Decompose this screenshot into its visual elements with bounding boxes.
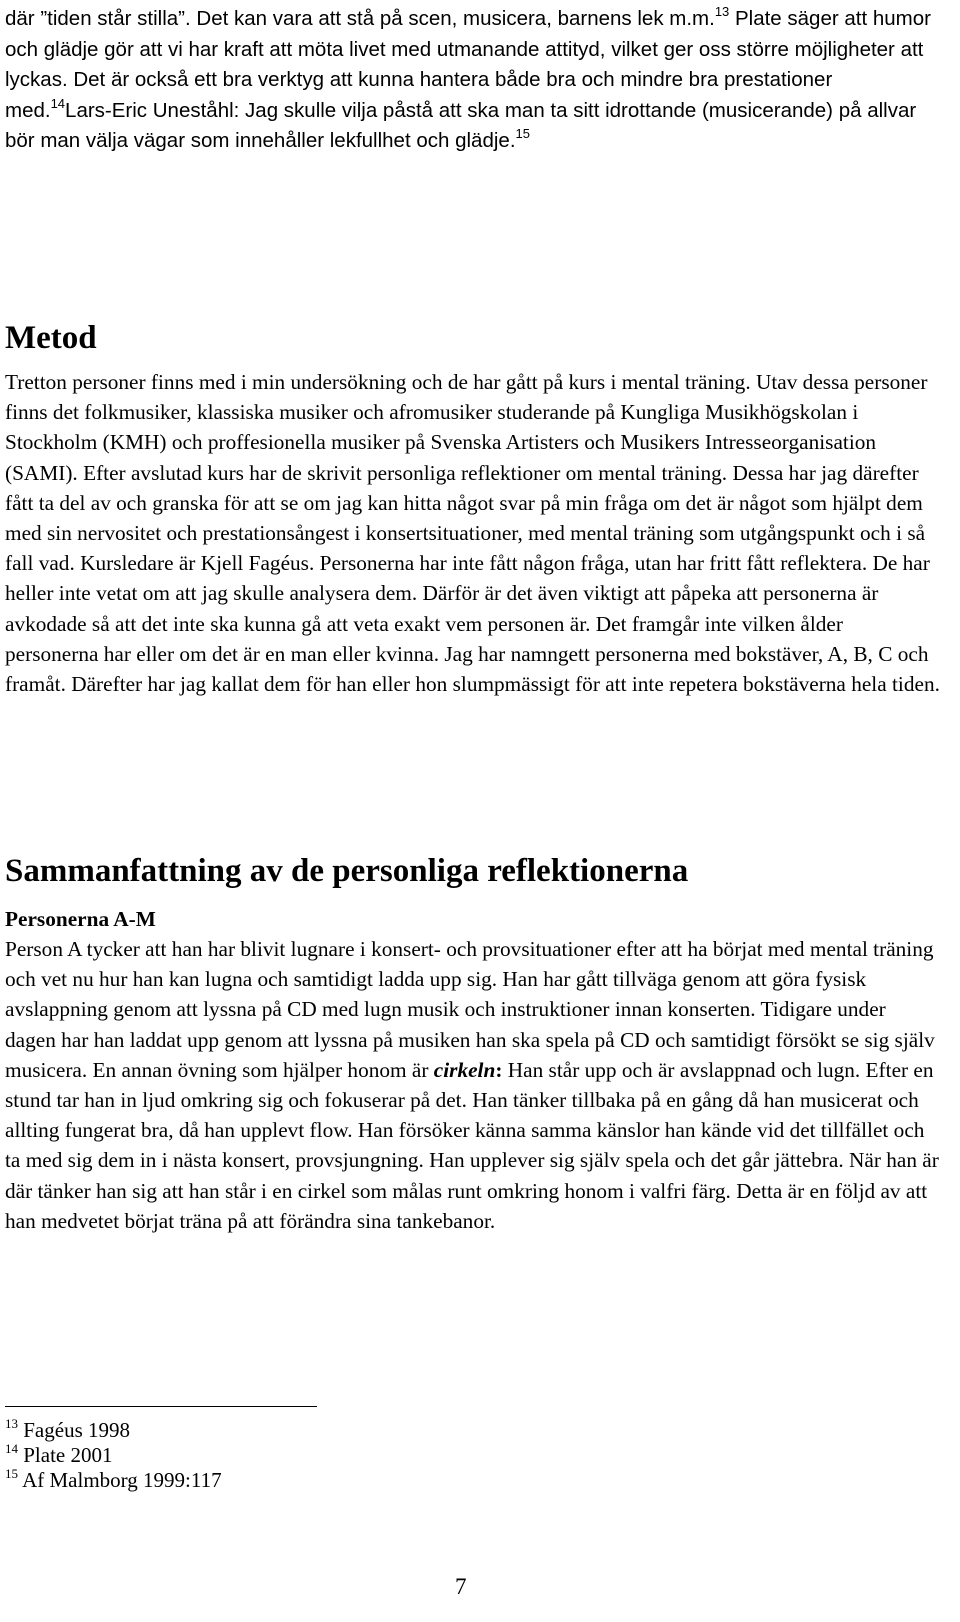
footnote-number: 14 bbox=[5, 1441, 18, 1456]
footnotes bbox=[5, 1418, 222, 1493]
footnote-number: 13 bbox=[5, 1416, 18, 1431]
emphasis-colon: : bbox=[495, 1057, 503, 1082]
footnote-separator bbox=[5, 1406, 317, 1407]
footnote-text: Plate 2001 bbox=[23, 1443, 113, 1467]
footnote-text: Af Malmborg 1999:117 bbox=[22, 1468, 222, 1492]
intro-text-2: Plate säger att humor och glädje gör att vi har kraft att möta livet med utmanande attityd, vilket ger oss större möjligheter att lyckas. Det är också ett bra verktyg att kunna hantera både bra och mindre bra prestationer med. bbox=[5, 7, 931, 122]
intro-text-3: Lars-Eric Uneståhl: Jag skulle vilja påstå att ska man ta sitt idrottande (musicerande) på allvar bör man välja vägar som innehåller lekfullhet och glädje. bbox=[5, 98, 917, 152]
intro-paragraph bbox=[5, 4, 940, 157]
footnote-ref-15[interactable]: 15 bbox=[515, 126, 530, 142]
section-heading-summary: Sammanfattning av de personliga reflektionerna bbox=[5, 853, 689, 889]
page-number: 7 bbox=[455, 1574, 467, 1599]
footnote-text: Fagéus 1998 bbox=[23, 1418, 130, 1442]
footnote-15 bbox=[5, 1468, 222, 1493]
footnote-ref-13[interactable]: 13 bbox=[714, 4, 730, 20]
footnote-13 bbox=[5, 1418, 222, 1443]
summary-text-1: Person A tycker att han har blivit lugnare i konsert- och provsituationer efter att ha börjat med mental träning och vet nu hur han kan lugna och samtidigt ladda upp sig. Han har gått tillväga genom att göra fysisk avslappning genom att lyssna på CD med lugn musik och instruktioner innan konserten. Tidigare under dagen har han laddat upp genom att lyssna på musiken han ska spela på CD och samtidigt försökt se sig själv musicera. En annan övning som hjälper honom är bbox=[5, 937, 935, 1082]
footnote-ref-14[interactable]: 14 bbox=[50, 95, 66, 111]
subheading-personerna: Personerna A-M bbox=[5, 907, 156, 931]
intro-text-1: där ”tiden står stilla”. Det kan vara att stå på scen, musicera, barnens lek m.m. bbox=[5, 7, 715, 30]
footnote-number: 15 bbox=[5, 1466, 18, 1481]
footnote-14 bbox=[5, 1443, 222, 1468]
emphasis-cirkeln: cirkeln bbox=[433, 1057, 496, 1082]
summary-paragraph bbox=[5, 934, 940, 1236]
metod-paragraph: Tretton personer finns med i min undersökning och de har gått på kurs i mental träning. Utav dessa personer finns det folkmusiker, klassiska musiker och afromusiker studerande på Kungliga Musikhögskolan i Stockholm (KMH) och proffesionella musiker på Svenska Artisters och Musikers Intresseorganisation (SAMI). Efter avslutad kurs har de skrivit personliga reflektioner om mental träning. Dessa har jag därefter fått ta del av och granska för att se om jag kan hitta något svar på min fråga om det är något som hjälpt dem med sin nervositet och prestationsångest i konsertsituationer, med mental träning som utgångspunkt och i så fall vad. Kursledare är Kjell Fagéus. Personerna har inte fått någon fråga, utan har fritt fått reflektera. De har heller inte vetat om att jag skulle analysera dem. Därför är det även viktigt att påpeka att personerna är avkodade så att det inte ska kunna gå att veta exakt vem personen är. Det framgår inte vilken ålder personerna har eller om det är en man eller kvinna. Jag har namngett personerna med bokstäver, A, B, C och framåt. Därefter har jag kallat dem för han eller hon slumpmässigt för att inte repetera bokstäverna hela tiden. bbox=[5, 370, 940, 697]
section-heading-metod: Metod bbox=[5, 320, 97, 356]
summary-text-2: Han står upp och är avslappnad och lugn. Efter en stund tar han in ljud omkring sig och fokuserar på det. Han tänker tillbaka på en gång då han musicerat och allting fungerat bra, då han upplevt flow. Han försöker känna samma känslor han kände vid det tillfället och ta med sig dem in i nästa konsert, provsjungning. Han upplever sig själv spela och det går jättebra. När han är där tänker han sig att han står i en cirkel som målas runt omkring honom i valfri färg. Detta är en följd av att han medvetet börjat träna på att förändra sina tankebanor. bbox=[5, 1057, 939, 1233]
